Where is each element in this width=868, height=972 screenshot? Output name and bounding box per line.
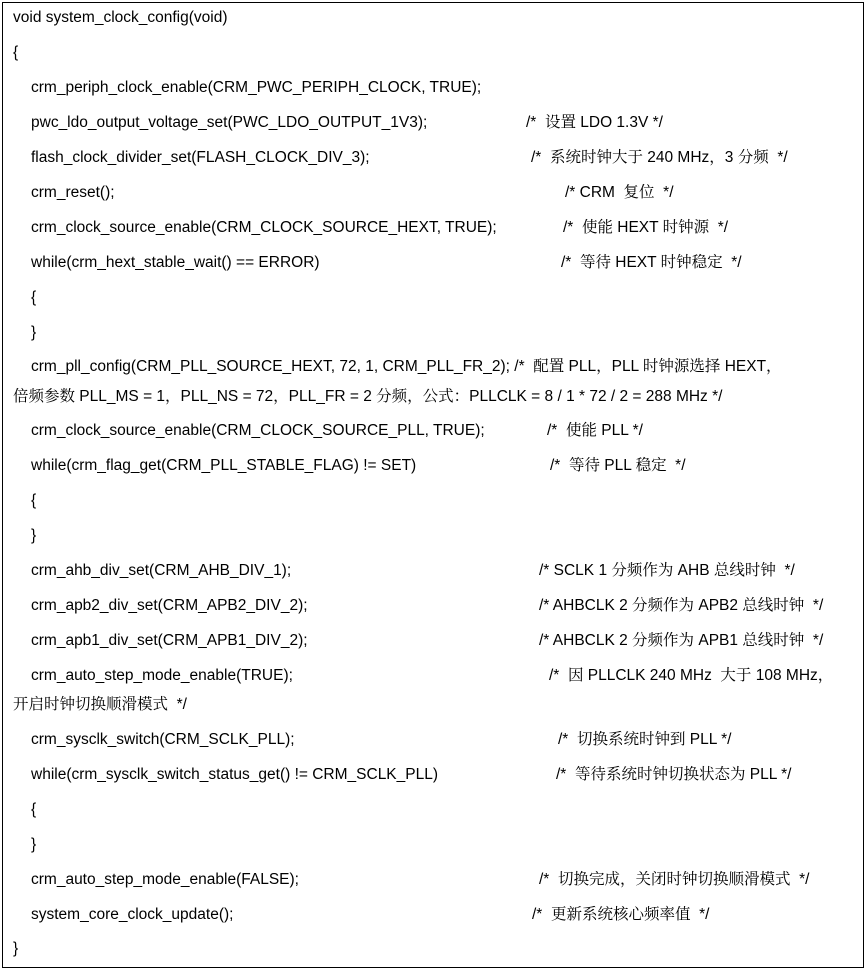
code-line: while(crm_hext_stable_wait() == ERROR): [31, 254, 320, 271]
code-comment: /* 切换系统时钟到 PLL */: [558, 731, 732, 748]
code-comment: /* 等待 HEXT 时钟稳定 */: [561, 254, 742, 271]
code-line: {: [31, 801, 37, 818]
code-comment: /* SCLK 1 分频作为 AHB 总线时钟 */: [539, 562, 795, 579]
code-line: while(crm_flag_get(CRM_PLL_STABLE_FLAG) != SET): [31, 457, 417, 474]
code-comment: /* 等待 PLL 稳定 */: [550, 457, 686, 474]
code-line: system_core_clock_update();: [31, 906, 234, 923]
code-comment: /* 更新系统核心频率值 */: [532, 906, 710, 923]
code-comment: /* 因 PLLCLK 240 MHz 大于 108 MHz，: [549, 667, 834, 684]
code-line: crm_reset();: [31, 184, 115, 201]
code-line: }: [31, 527, 37, 544]
code-comment: /* 设置 LDO 1.3V */: [526, 114, 663, 131]
code-line: 开启时钟切换顺滑模式 */: [13, 696, 187, 713]
code-line: }: [31, 836, 37, 853]
code-comment: /* CRM 复位 */: [565, 184, 674, 201]
code-line: while(crm_sysclk_switch_status_get() != CRM_SCLK_PLL): [31, 766, 439, 783]
code-comment: /* 使能 HEXT 时钟源 */: [563, 219, 729, 236]
code-comment: /* 切换完成，关闭时钟切换顺滑模式 */: [539, 871, 810, 888]
code-line: {: [31, 289, 37, 306]
code-line: crm_auto_step_mode_enable(TRUE);: [31, 667, 293, 684]
code-comment: /* AHBCLK 2 分频作为 APB2 总线时钟 */: [539, 597, 824, 614]
code-comment: /* 系统时钟大于 240 MHz，3 分频 */: [531, 149, 788, 166]
code-line: pwc_ldo_output_voltage_set(PWC_LDO_OUTPUT_1V3);: [31, 114, 428, 131]
code-line: crm_ahb_div_set(CRM_AHB_DIV_1);: [31, 562, 292, 579]
code-line: 倍频参数 PLL_MS = 1，PLL_NS = 72，PLL_FR = 2 分频，公式：PLLCLK = 8 / 1 * 72 / 2 = 288 MHz */: [13, 388, 723, 405]
code-line: crm_pll_config(CRM_PLL_SOURCE_HEXT, 72, 1, CRM_PLL_FR_2); /* 配置 PLL，PLL 时钟源选择 HEXT，: [31, 358, 782, 375]
code-line: crm_apb2_div_set(CRM_APB2_DIV_2);: [31, 597, 308, 614]
code-comment: /* AHBCLK 2 分频作为 APB1 总线时钟 */: [539, 632, 824, 649]
code-line: crm_auto_step_mode_enable(FALSE);: [31, 871, 299, 888]
code-line: }: [13, 940, 19, 957]
code-line: crm_clock_source_enable(CRM_CLOCK_SOURCE_HEXT, TRUE);: [31, 219, 497, 236]
code-line: crm_apb1_div_set(CRM_APB1_DIV_2);: [31, 632, 308, 649]
code-line: {: [13, 44, 19, 61]
code-comment: /* 使能 PLL */: [547, 422, 643, 439]
code-line: crm_sysclk_switch(CRM_SCLK_PLL);: [31, 731, 295, 748]
code-line: crm_clock_source_enable(CRM_CLOCK_SOURCE_PLL, TRUE);: [31, 422, 485, 439]
code-line: {: [31, 492, 37, 509]
code-line: flash_clock_divider_set(FLASH_CLOCK_DIV_3);: [31, 149, 370, 166]
code-comment: /* 等待系统时钟切换状态为 PLL */: [556, 766, 792, 783]
code-line: void system_clock_config(void): [13, 9, 228, 26]
code-line: crm_periph_clock_enable(CRM_PWC_PERIPH_CLOCK, TRUE);: [31, 79, 482, 96]
code-line: }: [31, 324, 37, 341]
